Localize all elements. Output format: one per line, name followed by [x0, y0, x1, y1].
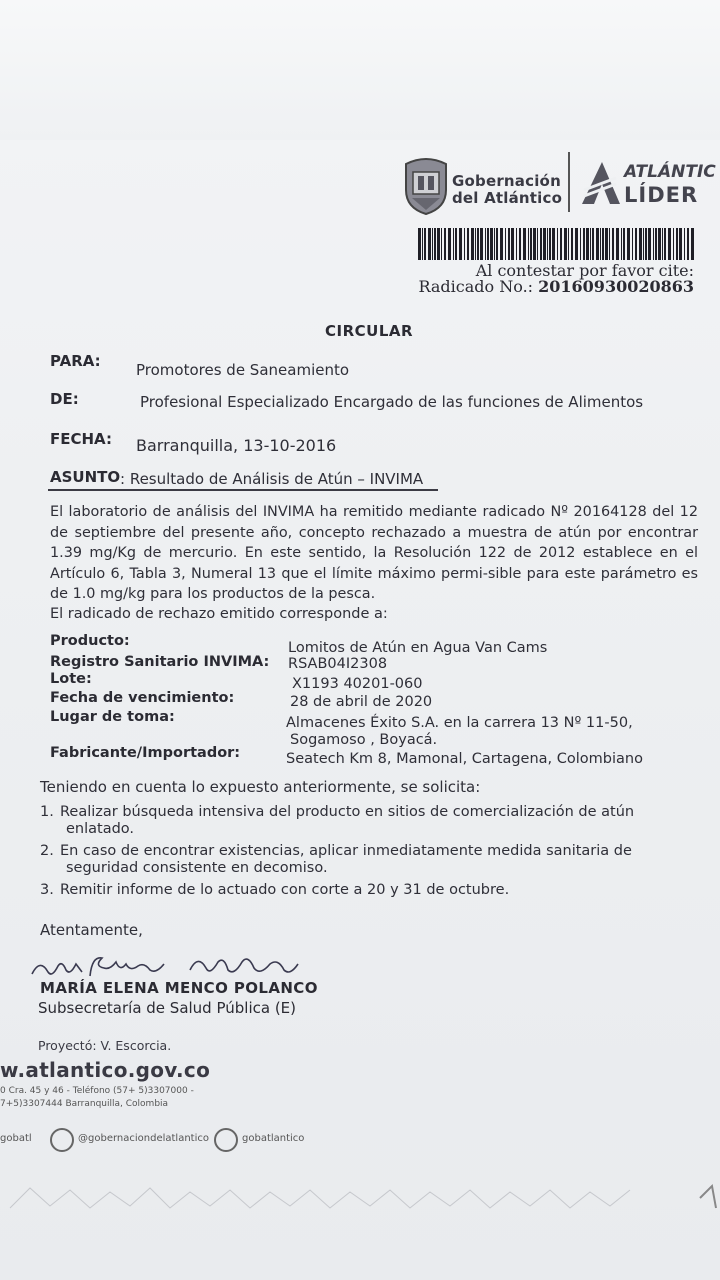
- asunto-underline: [48, 489, 438, 491]
- closing: Atentamente,: [40, 921, 143, 939]
- barcode-bar: [448, 228, 451, 260]
- barcode-bar: [632, 228, 633, 260]
- barcode-bar: [655, 228, 657, 260]
- website: w.atlantico.gov.co: [0, 1058, 211, 1082]
- barcode-bar: [428, 228, 431, 260]
- barcode-bar: [600, 228, 601, 260]
- barcode-bar: [639, 228, 642, 260]
- barcode-bar: [519, 228, 521, 260]
- social-facebook-handle: @gobernaciondelatlantico: [78, 1133, 209, 1144]
- barcode-bar: [623, 228, 625, 260]
- social-instagram-handle: gobatlantico: [242, 1133, 305, 1144]
- barcode-bar: [437, 228, 440, 260]
- barcode-bar: [511, 228, 514, 260]
- barcode-bar: [487, 228, 489, 260]
- header-divider: [568, 152, 570, 212]
- barcode-bar: [540, 228, 542, 260]
- barcode-bar: [645, 228, 647, 260]
- barcode-bar: [596, 228, 599, 260]
- barcode-bar: [477, 228, 479, 260]
- barcode-bar: [609, 228, 610, 260]
- signer-role: Subsecretaría de Salud Pública (E): [38, 999, 297, 1017]
- barcode: [418, 228, 696, 260]
- gov-name-line1: Gobernación: [452, 172, 561, 190]
- barcode-bar: [612, 228, 614, 260]
- barcode-bar: [605, 228, 608, 260]
- barcode-bar: [496, 228, 498, 260]
- fabricante-label: Fabricante/Importador:: [50, 745, 241, 761]
- lote-value: X1193 40201-060: [292, 676, 423, 692]
- para-value: Promotores de Saneamiento: [136, 361, 350, 379]
- fabricante-value: Seatech Km 8, Mamonal, Cartagena, Colombiano: [286, 751, 643, 767]
- barcode-bar: [691, 228, 694, 260]
- atlantico-lider-line2: LÍDER: [624, 183, 699, 207]
- barcode-bar: [424, 228, 426, 260]
- signer-name: MARÍA ELENA MENCO POLANCO: [40, 979, 318, 997]
- barcode-bar: [500, 228, 503, 260]
- facebook-icon: [50, 1128, 74, 1152]
- barcode-bar: [662, 228, 663, 260]
- barcode-bar: [653, 228, 654, 260]
- barcode-bar: [543, 228, 546, 260]
- barcode-bar: [648, 228, 651, 260]
- list-line-cont: enlatado.: [66, 821, 135, 837]
- list-number: 1.: [40, 804, 54, 820]
- barcode-bar: [418, 228, 421, 260]
- barcode-bar: [575, 228, 578, 260]
- barcode-bar: [455, 228, 457, 260]
- barcode-bar: [494, 228, 495, 260]
- radicado-label: Radicado No.:: [418, 277, 534, 296]
- barcode-bar: [533, 228, 536, 260]
- coat-of-arms-icon: [400, 156, 452, 216]
- barcode-bar: [523, 228, 526, 260]
- barcode-bar: [530, 228, 532, 260]
- barcode-bar: [537, 228, 538, 260]
- social-twitter-handle: gobatl: [0, 1133, 32, 1144]
- barcode-bar: [586, 228, 589, 260]
- lugar-value-line2: Sogamoso , Boyacá.: [290, 732, 438, 748]
- barcode-bar: [432, 228, 433, 260]
- address-line1: 0 Cra. 45 y 46 - Teléfono (57+ 5)3307000 -: [0, 1086, 194, 1096]
- handwritten-signature: [30, 948, 310, 982]
- barcode-bar: [621, 228, 622, 260]
- list-item: [40, 882, 695, 899]
- de-label: DE:: [50, 390, 79, 408]
- instagram-icon: [214, 1128, 238, 1152]
- barcode-bar: [467, 228, 469, 260]
- barcode-bar: [464, 228, 465, 260]
- list-item: [40, 804, 695, 838]
- barcode-bar: [592, 228, 594, 260]
- registro-label: Registro Sanitario INVIMA:: [50, 654, 270, 670]
- barcode-bar: [485, 228, 486, 260]
- barcode-bar: [580, 228, 581, 260]
- barcode-bar: [480, 228, 483, 260]
- projected-by: Proyectó: V. Escorcia.: [38, 1038, 172, 1053]
- barcode-bar: [444, 228, 446, 260]
- barcode-bar: [475, 228, 476, 260]
- radicado-number: 20160930020863: [538, 277, 694, 296]
- barcode-bar: [568, 228, 569, 260]
- barcode-bar: [441, 228, 442, 260]
- barcode-bar: [459, 228, 462, 260]
- asunto-label: ASUNTO: [50, 468, 121, 486]
- barcode-bar: [471, 228, 474, 260]
- barcode-bar: [490, 228, 493, 260]
- barcode-bar: [560, 228, 562, 260]
- asunto-value: : Resultado de Análisis de Atún – INVIMA: [120, 470, 424, 488]
- fecha-label: FECHA:: [50, 430, 112, 448]
- solicita-line: Teniendo en cuenta lo expuesto anteriormente, se solicita:: [40, 778, 481, 796]
- barcode-bar: [434, 228, 436, 260]
- barcode-bar: [505, 228, 506, 260]
- gov-name-line2: del Atlántico: [452, 189, 563, 207]
- cite-instruction: Al contestar por favor cite:: [475, 261, 694, 280]
- producto-value: Lomitos de Atún en Agua Van Cams: [288, 640, 548, 656]
- lote-label: Lote:: [50, 671, 92, 687]
- barcode-bar: [673, 228, 674, 260]
- barcode-bar: [658, 228, 661, 260]
- barcode-bar: [687, 228, 689, 260]
- barcode-bar: [590, 228, 591, 260]
- barcode-bar: [528, 228, 529, 260]
- barcode-bar: [616, 228, 619, 260]
- barcode-bar: [679, 228, 682, 260]
- barcode-bar: [635, 228, 637, 260]
- barcode-bar: [422, 228, 423, 260]
- barcode-bar: [547, 228, 548, 260]
- barcode-bar: [684, 228, 685, 260]
- barcode-bar: [664, 228, 666, 260]
- barcode-bar: [643, 228, 644, 260]
- list-line: En caso de encontrar existencias, aplicar inmediatamente medida sanitaria de: [60, 843, 632, 859]
- barcode-bar: [571, 228, 573, 260]
- lugar-value-line1: Almacenes Éxito S.A. en la carrera 13 Nº 11-50,: [286, 715, 633, 731]
- body-paragraph: El laboratorio de análisis del INVIMA ha remitido mediante radicado Nº 20164128 del 12 de septiembre del presente año, concepto rechazado a muestra de atún por encontrar 1.39 mg/Kg de mercurio. En este sentido, la Resolución 122 de 2012 establece en el Artículo 6, Tabla 3, Numeral 13 que el límite máximo permi-sible para este parámetro es de 1.0 mg/kg para los productos de la pesca.: [50, 504, 698, 602]
- fecha-vencimiento-label: Fecha de vencimiento:: [50, 690, 235, 706]
- list-line-cont: seguridad consistente en decomiso.: [66, 860, 328, 876]
- barcode-bar: [516, 228, 517, 260]
- barcode-bar: [549, 228, 551, 260]
- fecha-value: Barranquilla, 13-10-2016: [136, 436, 337, 455]
- atlantico-lider-logo-icon: [580, 160, 622, 206]
- lugar-label: Lugar de toma:: [50, 709, 175, 725]
- barcode-bar: [627, 228, 630, 260]
- barcode-bar: [564, 228, 567, 260]
- faded-print-marks: [0, 1168, 720, 1228]
- list-line: Remitir informe de lo actuado con corte a 20 y 31 de octubre.: [60, 882, 510, 898]
- list-line: Realizar búsqueda intensiva del producto en sitios de comercialización de atún: [60, 804, 635, 820]
- barcode-bar: [508, 228, 510, 260]
- radicado-intro: El radicado de rechazo emitido corresponde a:: [50, 606, 388, 622]
- radicado-line: [418, 277, 694, 296]
- de-value: Profesional Especializado Encargado de las funciones de Alimentos: [140, 393, 644, 411]
- document-title: CIRCULAR: [325, 322, 414, 340]
- list-item: [40, 843, 695, 877]
- barcode-bar: [552, 228, 555, 260]
- list-number: 3.: [40, 882, 54, 898]
- producto-label: Producto:: [50, 633, 130, 649]
- para-label: PARA:: [50, 352, 101, 370]
- paper-top: [0, 0, 720, 140]
- address-line2: 7+5)3307444 Barranquilla, Colombia: [0, 1099, 169, 1109]
- barcode-bar: [453, 228, 454, 260]
- registro-value: RSAB04I2308: [288, 656, 388, 672]
- barcode-bar: [583, 228, 585, 260]
- atlantico-lider-line1: ATLÁNTIC: [624, 162, 716, 182]
- list-number: 2.: [40, 843, 54, 859]
- barcode-bar: [557, 228, 558, 260]
- barcode-bar: [602, 228, 604, 260]
- fecha-vencimiento-value: 28 de abril de 2020: [290, 694, 433, 710]
- barcode-bar: [676, 228, 678, 260]
- barcode-bar: [668, 228, 671, 260]
